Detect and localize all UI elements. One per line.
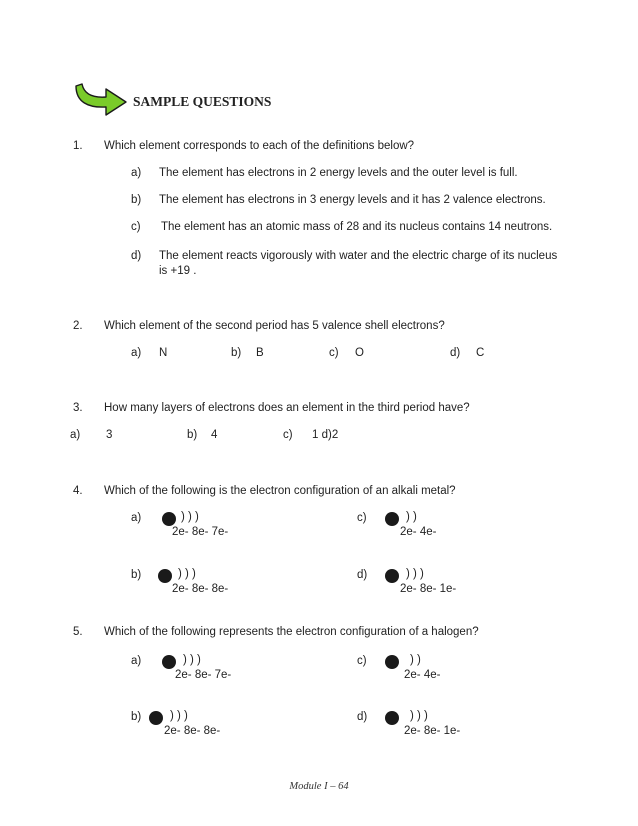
q5-option-d-shells: ) ) )	[410, 710, 428, 722]
question-4-number: 4.	[73, 485, 83, 497]
q4-option-b-letter: b)	[131, 569, 142, 581]
nucleus-dot-icon	[158, 569, 172, 583]
question-3-text: How many layers of electrons does an element in the third period have?	[104, 402, 470, 414]
q5-option-c-letter: c)	[357, 655, 367, 667]
q5-option-b-electrons: 2e- 8e- 8e-	[164, 725, 221, 737]
q4-option-a-shells: ) ) )	[181, 511, 199, 523]
nucleus-dot-icon	[149, 711, 163, 725]
q3-option-b-letter: b)	[187, 429, 198, 441]
q2-option-a-value: N	[159, 347, 168, 359]
q2-option-c-value: O	[355, 347, 364, 359]
q1-part-a-letter: a)	[131, 167, 142, 179]
question-5-text: Which of the following represents the electron configuration of a halogen?	[104, 626, 479, 638]
q2-option-b-value: B	[256, 347, 264, 359]
q5-option-c-shells: ) )	[410, 654, 421, 666]
q2-option-a-letter: a)	[131, 347, 142, 359]
q1-part-b-letter: b)	[131, 194, 142, 206]
q5-option-d-electrons: 2e- 8e- 1e-	[404, 725, 461, 737]
q3-option-c-value: 1 d)2	[312, 429, 339, 441]
question-2-number: 2.	[73, 320, 83, 332]
question-4-text: Which of the following is the electron configuration of an alkali metal?	[104, 485, 456, 497]
q2-option-b-letter: b)	[231, 347, 242, 359]
q3-option-a-letter: a)	[70, 429, 81, 441]
nucleus-dot-icon	[162, 512, 176, 526]
nucleus-dot-icon	[385, 655, 399, 669]
q4-option-a-electrons: 2e- 8e- 7e-	[172, 526, 229, 538]
nucleus-dot-icon	[385, 569, 399, 583]
q4-option-d-shells: ) ) )	[406, 568, 424, 580]
q1-part-c-text: The element has an atomic mass of 28 and its nucleus contains 14 neutrons.	[161, 221, 553, 233]
q4-option-b-shells: ) ) )	[178, 568, 196, 580]
q2-option-d-value: C	[476, 347, 485, 359]
q1-part-d-text: The element reacts vigorously with water and the electric charge of its nucleus	[159, 250, 558, 262]
q4-option-a-letter: a)	[131, 512, 142, 524]
q3-option-c-letter: c)	[283, 429, 293, 441]
q5-option-a-shells: ) ) )	[183, 654, 201, 666]
green-curved-arrow-icon	[72, 80, 130, 118]
q3-option-a-value: 3	[106, 429, 113, 441]
q5-option-b-shells: ) ) )	[170, 710, 188, 722]
question-5-number: 5.	[73, 626, 83, 638]
q5-option-c-electrons: 2e- 4e-	[404, 669, 441, 681]
q4-option-d-electrons: 2e- 8e- 1e-	[400, 583, 457, 595]
page-title: SAMPLE QUESTIONS	[133, 94, 272, 109]
q2-option-c-letter: c)	[329, 347, 339, 359]
q1-part-c-letter: c)	[131, 221, 141, 233]
q4-option-c-letter: c)	[357, 512, 367, 524]
q5-option-b-letter: b)	[131, 711, 142, 723]
q4-option-c-shells: ) )	[406, 511, 417, 523]
question-1-number: 1.	[73, 140, 83, 152]
nucleus-dot-icon	[162, 655, 176, 669]
q1-part-d-text-continued: is +19 .	[159, 265, 197, 277]
q1-part-b-text: The element has electrons in 3 energy levels and it has 2 valence electrons.	[159, 194, 546, 206]
q5-option-d-letter: d)	[357, 711, 368, 723]
q4-option-d-letter: d)	[357, 569, 368, 581]
nucleus-dot-icon	[385, 512, 399, 526]
q5-option-a-electrons: 2e- 8e- 7e-	[175, 669, 232, 681]
q1-part-d-letter: d)	[131, 250, 142, 262]
page-number: Module I – 64	[289, 781, 349, 792]
q4-option-b-electrons: 2e- 8e- 8e-	[172, 583, 229, 595]
q3-option-b-value: 4	[211, 429, 218, 441]
q4-option-c-electrons: 2e- 4e-	[400, 526, 437, 538]
question-1-text: Which element corresponds to each of the definitions below?	[104, 140, 415, 152]
question-3-number: 3.	[73, 402, 83, 414]
q2-option-d-letter: d)	[450, 347, 461, 359]
q5-option-a-letter: a)	[131, 655, 142, 667]
q1-part-a-text: The element has electrons in 2 energy levels and the outer level is full.	[159, 167, 518, 179]
nucleus-dot-icon	[385, 711, 399, 725]
question-2-text: Which element of the second period has 5 valence shell electrons?	[104, 320, 445, 332]
